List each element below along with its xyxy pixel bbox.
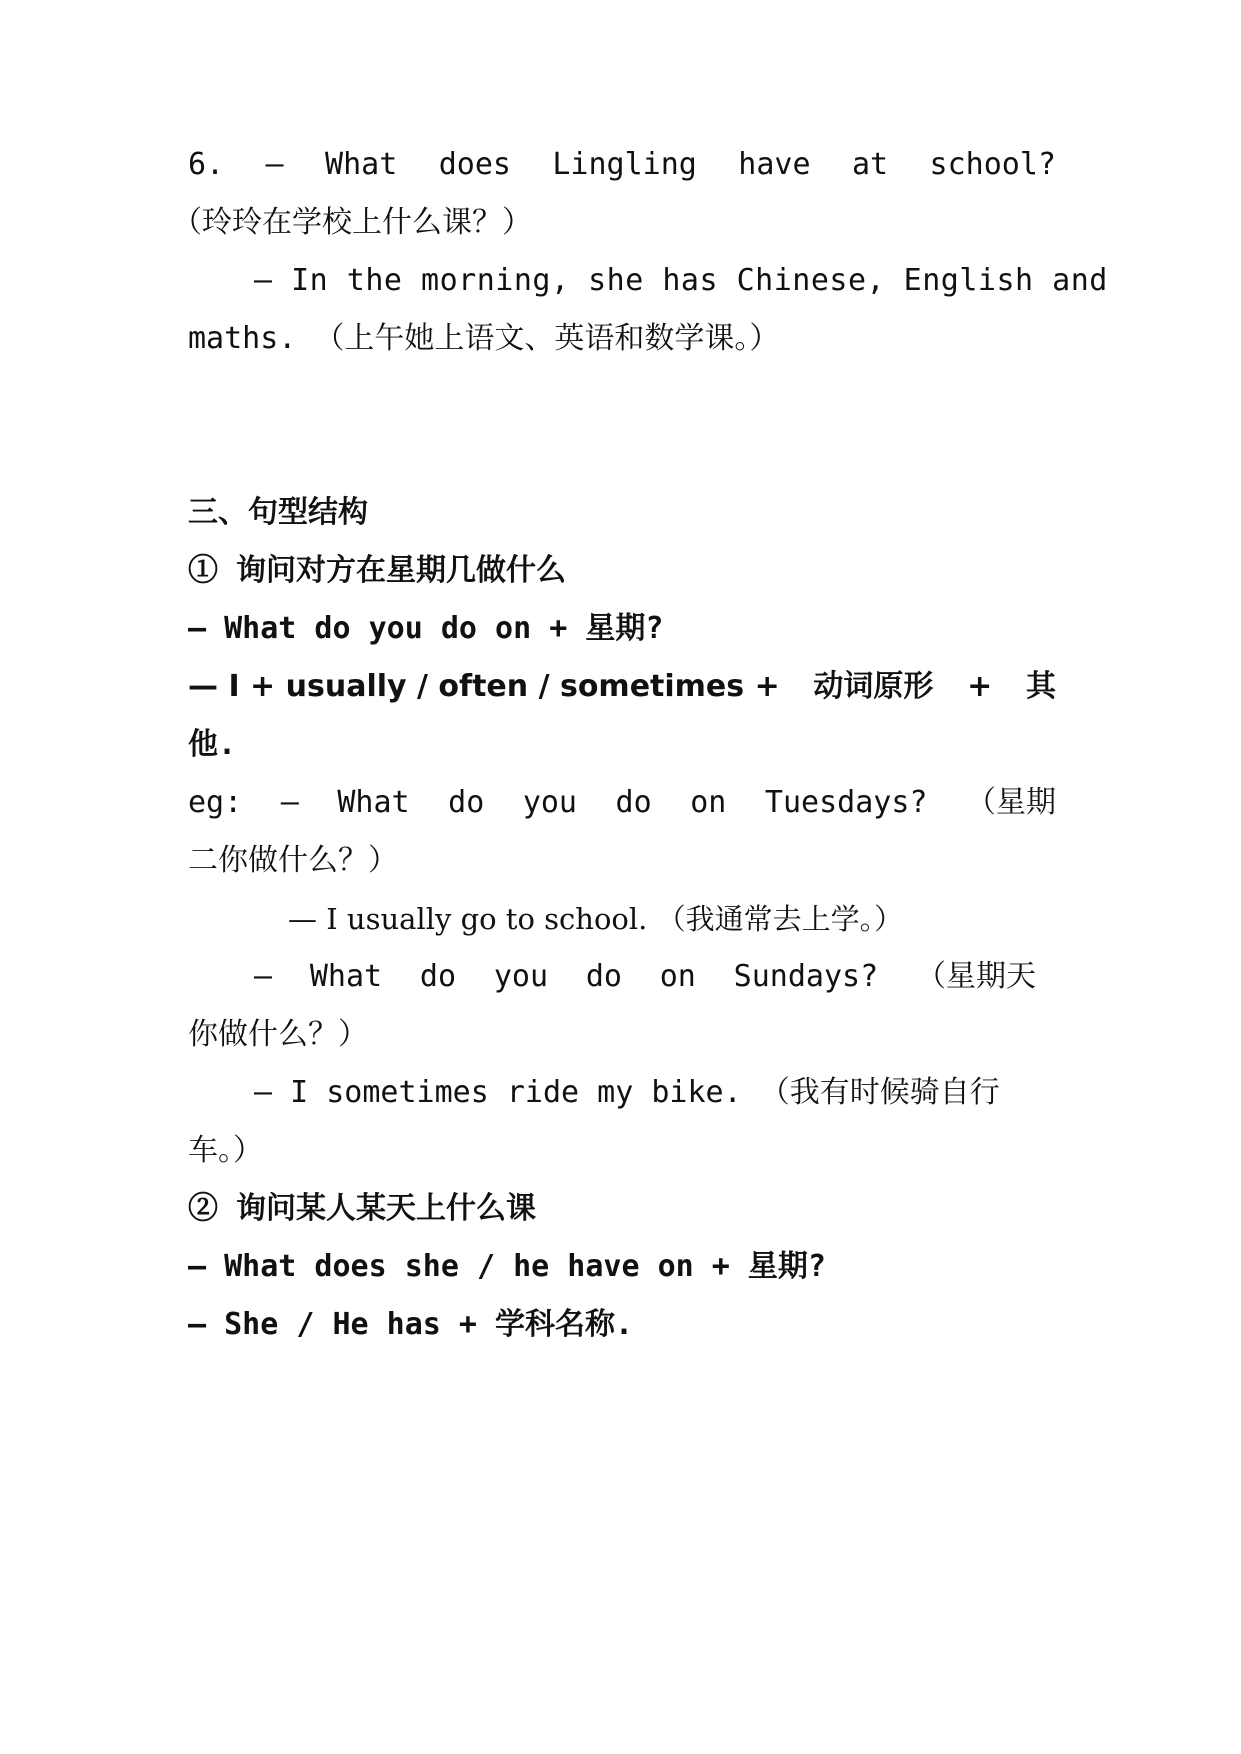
example-word: you [493,959,549,994]
example-word: What [309,959,383,994]
item6-word: 6. [188,147,225,182]
item6-word: — [265,147,284,182]
item6-question-translation: （玲玲在学校上什么课？） [172,205,532,240]
example-word: — [254,959,273,994]
example-word: on [690,785,727,820]
point2-pattern-question: — What does she / he have on + 星期? [188,1249,826,1284]
example-word: do [615,785,652,820]
item6-word: at [851,147,889,182]
pattern-part: 动词原形 [813,669,934,704]
example-word: do [419,959,457,994]
example-word: do [585,959,622,994]
example-word: eg: [188,785,243,820]
example2-answer-cont: 车。） [188,1133,263,1168]
example1-answer: — I usually go to school. （我通常去上学。） [288,902,904,936]
example-word: What [337,785,410,820]
item6-answer-cont: maths. （上午她上语文、英语和数学课。） [188,321,780,356]
point1-title: ① 询问对方在星期几做什么 [188,553,567,588]
example-word: Sundays? [733,959,879,994]
item6-word: Lingling [552,147,697,182]
pattern-part: + [967,669,993,704]
point2-pattern-answer: — She / He has + 学科名称. [188,1307,634,1342]
point1-pattern-answer-cont: 他. [188,727,237,762]
example-word: you [522,785,577,820]
example2-question [254,957,1036,997]
example2-answer: — I sometimes ride my bike. （我有时候骑自行 [254,1075,1000,1110]
section-heading: 三、句型结构 [188,495,368,530]
pattern-part: 其 [1025,669,1056,704]
item6-word: school? [929,147,1056,182]
example-word: （星期天 [915,959,1036,994]
pattern-part: — I + usually / often / sometimes + [188,669,780,704]
example-word: do [448,785,485,820]
item6-answer: — In the morning, she has Chinese, English and [254,263,1108,298]
example1-question [188,783,1056,823]
example2-question-cont: 你做什么？） [188,1017,368,1052]
item6-word: What [325,147,398,182]
item6-question [188,145,1056,185]
example-word: Tuesdays? [764,785,928,820]
example-word: on [659,959,696,994]
example1-question-cont: 二你做什么？） [188,843,398,878]
point2-title: ② 询问某人某天上什么课 [188,1191,537,1226]
point1-pattern-answer [188,667,1056,707]
example-word: （星期 [966,785,1056,820]
item6-word: does [438,147,511,182]
point1-pattern-question: — What do you do on + 星期? [188,611,664,646]
item6-word: have [738,147,811,182]
example-word: — [280,785,299,820]
